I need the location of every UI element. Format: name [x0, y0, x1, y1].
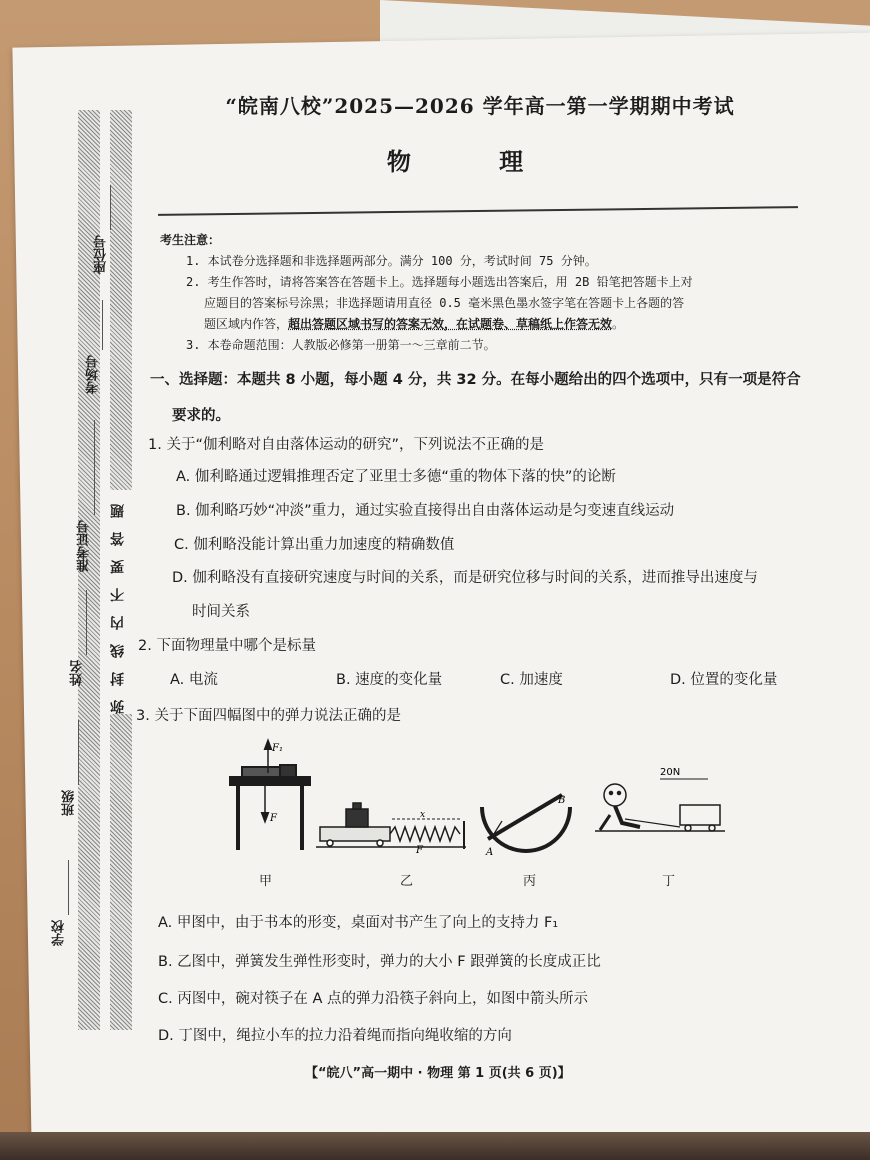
caption-ding: 丁 [662, 874, 676, 889]
notice-item-2c-pre: 题区域内作答， [204, 317, 289, 331]
q3-option-b: B. 乙图中，弹簧发生弹性形变时，弹力的大小 F 跟弹簧的长度成正比 [158, 954, 601, 970]
label-a: A [486, 847, 494, 858]
q1-stem: 1. 关于“伽利略对自由落体运动的研究”，下列说法不正确的是 [148, 437, 544, 453]
figure-table [230, 741, 310, 850]
notice-item-2c [204, 314, 810, 335]
q3-option-a: A. 甲图中，由于书本的形变，桌面对书产生了向上的支持力 F₁ [158, 915, 559, 931]
notice-item-2c-post: 。 [612, 317, 625, 331]
notice-item-3: 3. 本卷命题范围：人教版必修第一册第一～三章前二节。 [186, 338, 496, 352]
q3-stem: 3. 关于下面四幅图中的弹力说法正确的是 [136, 708, 401, 724]
room-label: 考场号 [86, 355, 101, 394]
q1-option-a: A. 伽利略通过逻辑推理否定了亚里士多德“重的物体下落的快”的论断 [176, 469, 616, 485]
ticket-line [94, 420, 95, 515]
section-line-1: 一、选择题：本题共 8 小题，每小题 4 分，共 32 分。在每小题给出的四个选项中，只有一项是符合 [150, 372, 801, 388]
q1-option-d2: 时间关系 [192, 604, 250, 620]
q1-option-c: C. 伽利略没能计算出重力加速度的精确数值 [174, 537, 455, 553]
caption-jia: 甲 [259, 874, 273, 889]
q3-option-c: C. 丙图中，碗对筷子在 A 点的弹力沿筷子斜向上，如图中箭头所示 [158, 991, 588, 1007]
header-rule [158, 206, 798, 216]
caption-bing: 丙 [523, 874, 537, 889]
label-x: x [420, 810, 426, 820]
q2-stem: 2. 下面物理量中哪个是标量 [138, 638, 316, 654]
class-label: 班级 [62, 790, 77, 816]
label-f-spring: F [416, 845, 423, 856]
name-label: 姓名 [70, 660, 85, 686]
section-heading [150, 362, 820, 434]
notice-item-1: 1. 本试卷分选择题和非选择题两部分。满分 100 分，考试时间 75 分钟。 [186, 254, 597, 268]
room-line [102, 300, 103, 350]
subject-title: 物 理 [386, 147, 564, 176]
notice-item-2b: 应题目的答案标号涂黑；非选择题请用直径 0.5 毫米黑色墨水签字笔在答题卡上各题的答 [204, 296, 685, 310]
seat-label: 座位号 [94, 235, 109, 274]
q1-option-b: B. 伽利略巧妙“冲淡”重力，通过实验直接得出自由落体运动是匀变速直线运动 [176, 503, 675, 519]
q1-option-d1: D. 伽利略没有直接研究速度与时间的关系，而是研究位移与时间的关系，进而推导出速度与 [172, 570, 758, 586]
notice-item-2a: 2. 考生作答时，请将答案答在答题卡上。选择题每小题选出答案后，用 2B 铅笔把答题卡上对 [186, 275, 693, 289]
caption-yi: 乙 [400, 874, 414, 889]
notice-block [160, 230, 810, 356]
school-label: 学校 [52, 920, 67, 946]
label-b: B [558, 795, 566, 806]
label-f: F [270, 813, 277, 824]
name-line [86, 590, 87, 655]
seal-text: 弥封线内不要答题 [108, 490, 134, 714]
notice-heading: 考生注意： [160, 233, 221, 247]
label-force: 20N [660, 767, 681, 778]
notice-item-2c-bold: 超出答题区域书写的答案无效，在试题卷、草稿纸上作答无效 [288, 317, 613, 331]
school-line [68, 860, 69, 915]
q2-option-d: D. 位置的变化量 [670, 672, 778, 688]
ticket-label: 准考证号 [77, 520, 92, 572]
page-footer: 【“皖八”高一期中 · 物理 第 1 页(共 6 页)】 [305, 1066, 571, 1081]
label-f1: F₁ [272, 743, 283, 754]
seat-line [110, 185, 111, 230]
section-line-2: 要求的。 [172, 408, 230, 424]
q2-option-a: A. 电流 [170, 672, 218, 688]
q2-option-c: C. 加速度 [500, 672, 563, 688]
q3-option-d: D. 丁图中，绳拉小车的拉力沿着绳而指向绳收缩的方向 [158, 1028, 512, 1044]
q2-option-b: B. 速度的变化量 [336, 672, 443, 688]
figure-bowl [482, 795, 570, 851]
figure-pull [595, 779, 725, 831]
exam-title: “皖南八校”2025—2026 学年高一第一学期期中考试 [225, 94, 735, 118]
class-line [78, 720, 79, 785]
figure-spring [316, 803, 466, 849]
